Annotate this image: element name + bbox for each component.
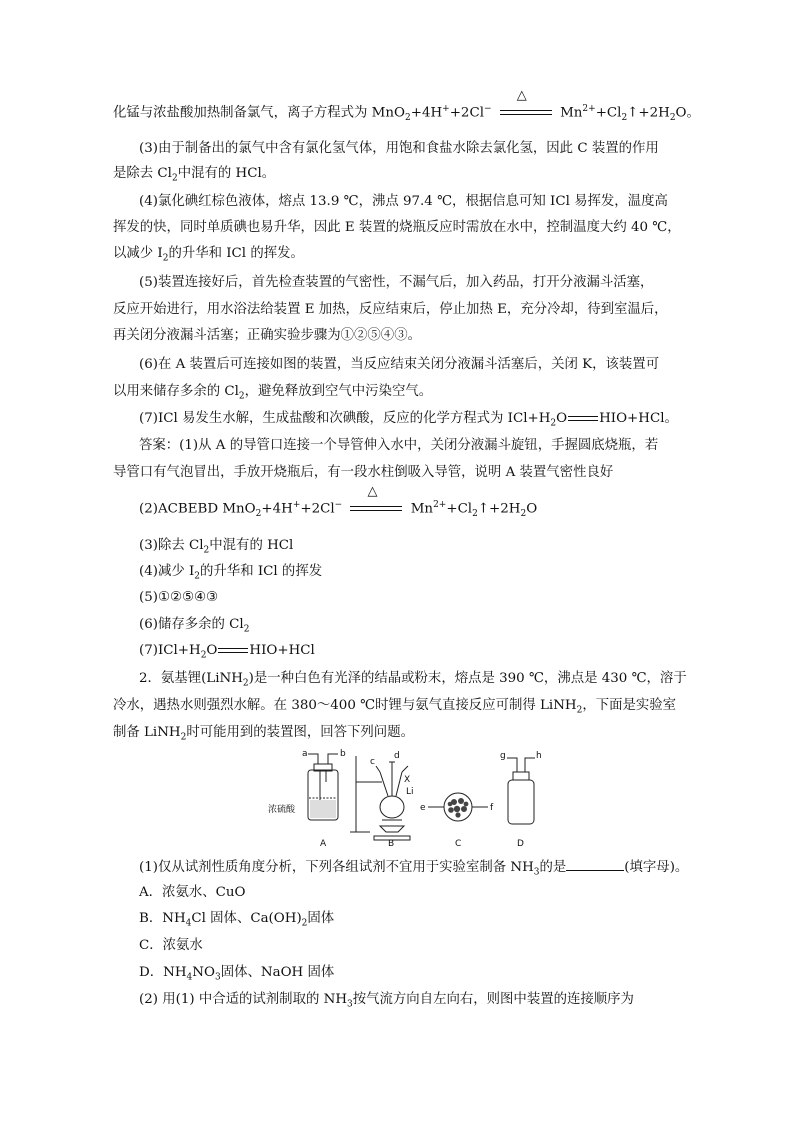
question-line: 制备 LiNH$_2$时可能用到的装置图，回答下列问题。 — [113, 725, 414, 743]
option-D: D．$NH_4NO_3$固体、NaOH 固体 — [139, 965, 335, 983]
question-line: (1)仅从试剂性质角度分析，下列各组试剂不宜用于实验室制备 $NH_3$的是 (填字母)。 — [139, 860, 689, 878]
text-line: 再关闭分液漏斗活塞；正确实验步骤为①②⑤④③。 — [113, 328, 421, 343]
text-line: 反应开始进行，用水浴法给装置 E 加热，反应结束后，停止加热 E，充分冷却，待到室温后， — [113, 302, 668, 317]
tag-b: b — [340, 749, 346, 759]
heating-equals-sign: △ — [500, 104, 552, 122]
tag-c: c — [370, 757, 375, 767]
option-C: C．浓氨水 — [139, 938, 203, 953]
text-line: (7)ICl 易发生水解，生成盐酸和次碘酸，反应的化学方程式为 $ICl+H_2O$ HIO+HCl。 — [139, 411, 678, 429]
text-line: (4)氯化碘红棕色液体，熔点 13.9 ℃，沸点 97.4 ℃，根据信息可知 ICl 易挥发，温度高 — [139, 194, 668, 209]
equals-sign — [218, 646, 248, 656]
answer-line: $(7)ICl+H_2O$ HIO+HCl — [139, 643, 315, 661]
acid-label: 浓硫酸 — [268, 805, 296, 815]
text-line: (5)装置连接好后，首先检查装置的气密性，不漏气后，加入药品，打开分液漏斗活塞， — [139, 275, 654, 290]
text-line: 以用来储存多余的 $Cl_2$，避免释放到空气中污染空气。 — [113, 384, 433, 402]
text-line: (6)在 A 装置后可连接如图的装置，当反应结束关闭分液漏斗活塞后，关闭 K，该装置可 — [139, 357, 660, 372]
label-C: C — [455, 839, 462, 849]
text-line: 化锰与浓盐酸加热制备氯气，离子方程式为 MnO$_2$+4H++2Cl− △ $Mn^{2+}+Cl_2↑+2H_2O$。 — [113, 88, 700, 124]
label-A: A — [320, 839, 327, 849]
apparatus-figure — [268, 749, 542, 849]
answer-line: 导管口有气泡冒出，手放开烧瓶后，有一段水柱倒吸入导管，说明 A 装置气密性良好 — [113, 465, 614, 480]
tag-a: a — [302, 749, 308, 759]
answer-line: (4)减少 $I_2$的升华和 ICl 的挥发 — [139, 564, 323, 582]
tag-f: f — [490, 803, 494, 813]
option-B: B．$NH_4Cl$ 固体、$Ca(OH)_2$固体 — [139, 911, 335, 929]
text-line: 是除去 $Cl_2$中混有的 HCl。 — [113, 166, 276, 184]
answer-line: (2)ACBEBD MnO$_2$+4H++2Cl− △ $Mn^{2+}+Cl_2↑+2H_2O$ — [139, 484, 538, 520]
question-line: (2) 用(1) 中合适的试剂制取的 $NH_3$按气流方向自左向右，则图中装置的连接顺序为 — [139, 992, 634, 1010]
tag-g: g — [500, 751, 506, 761]
label-D: D — [517, 839, 524, 849]
tag-h: h — [536, 751, 542, 761]
option-A: A．浓氨水、CuO — [139, 885, 246, 900]
heating-equals-sign: △ — [350, 500, 402, 518]
label-B: B — [388, 839, 395, 849]
tag-d: d — [394, 751, 400, 761]
answer-blank[interactable] — [566, 858, 624, 871]
text-line: (3)由于制备出的氯气中含有氯化氢气体，用饱和食盐水除去氯化氢，因此 C 装置的作用 — [139, 141, 659, 156]
text-line: 挥发的快，同时单质碘也易升华，因此 E 装置的烧瓶反应时需放在水中，控制温度大约 40 ℃， — [113, 220, 681, 235]
solid-packing — [448, 798, 469, 818]
text-line: 以减少 $I_2$的升华和 ICl 的挥发。 — [113, 246, 304, 264]
question-line: 冷水，遇热水则强烈水解。在 380～400 ℃时锂与氨气直接反应可制得 LiNH$_2$，下面是实验室 — [113, 698, 677, 716]
question-line: 2．氨基锂(LiNH$_2$)是一种白色有光泽的结晶或粉末，熔点是 390 ℃，沸点是 430 ℃，溶于 — [139, 671, 687, 689]
tag-li: Li — [406, 787, 414, 797]
answer-line: (5)①②⑤④③ — [139, 590, 218, 605]
tag-x: X — [404, 775, 411, 785]
tag-e: e — [420, 803, 426, 813]
equals-sign — [568, 414, 598, 424]
answer-line: (6)储存多余的 $Cl_2$ — [139, 617, 250, 635]
answer-line: (3)除去 $Cl_2$中混有的 HCl — [139, 538, 294, 556]
answer-line: 答案：(1)从 A 的导管口连接一个导管伸入水中，关闭分液漏斗旋钮，手握圆底烧瓶，若 — [139, 438, 659, 453]
